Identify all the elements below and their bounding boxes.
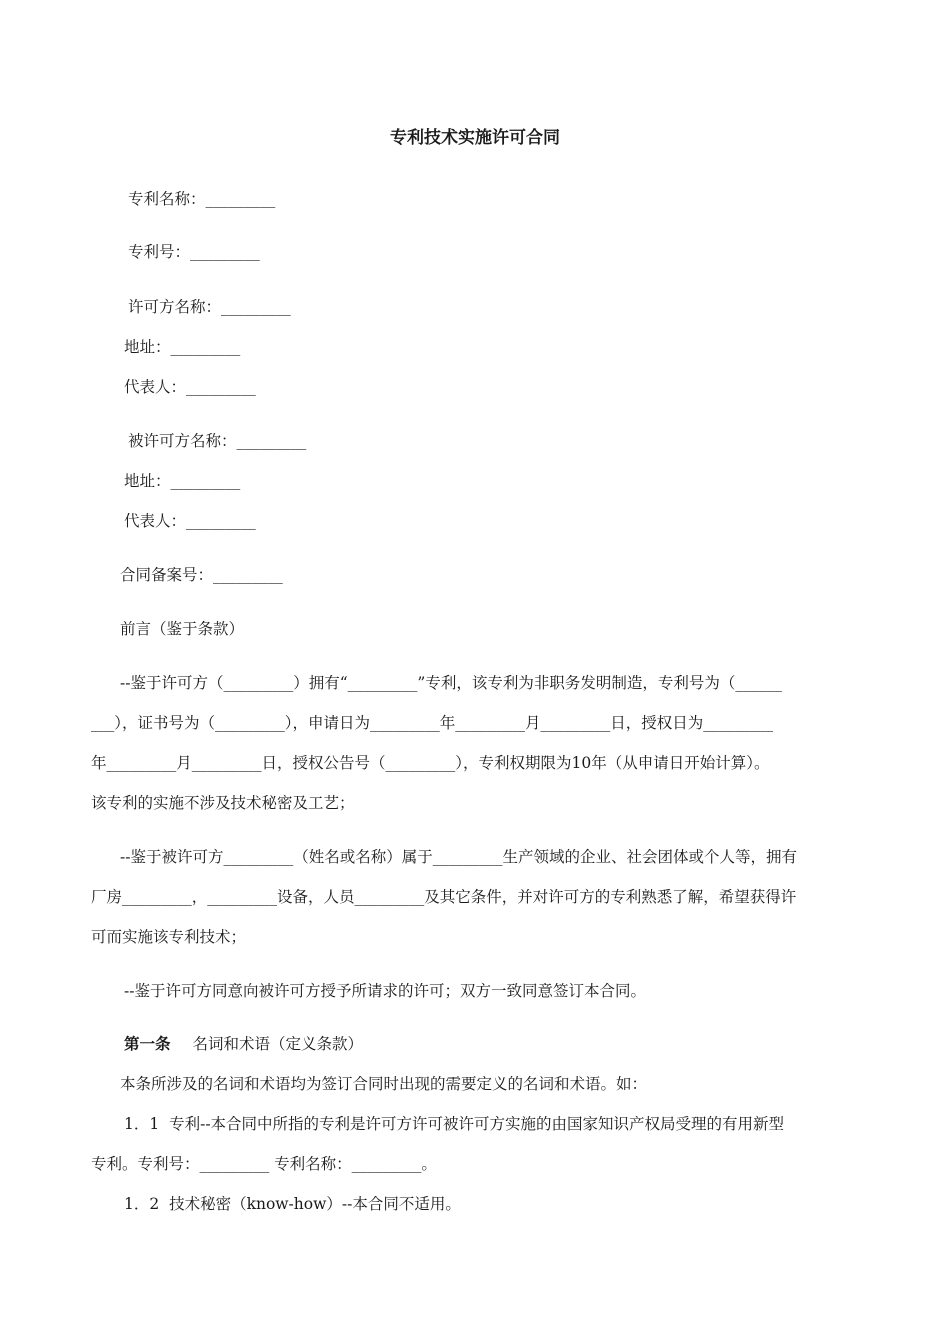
licensee-name-field: 被许可方名称：_________: [128, 432, 307, 450]
licensee-representative-field: 代表人：_________: [124, 512, 256, 530]
preamble-heading: 前言（鉴于条款）: [120, 620, 245, 638]
article-1-item-2: 1．2 技术秘密（know-how）--本合同不适用。: [124, 1195, 461, 1213]
article-1-item-1-line-2: 专利。专利号：_________ 专利名称：_________。: [91, 1155, 437, 1173]
patent-name-field: 专利名称：_________: [128, 190, 276, 208]
article-1-label: 第一条: [124, 1035, 171, 1053]
licensor-representative-field: 代表人：_________: [124, 378, 256, 396]
licensor-name-field: 许可方名称：_________: [128, 298, 291, 316]
paragraph-1-line-3: 年_________月_________日，授权公告号（_________），专利权期限为10年（从申请日开始计算）。: [91, 754, 770, 772]
patent-number-field: 专利号：_________: [128, 243, 260, 261]
paragraph-2-line-3: 可而实施该专利技术；: [91, 928, 247, 946]
paragraph-1-line-4: 该专利的实施不涉及技术秘密及工艺；: [91, 794, 355, 812]
article-1-title: 名词和术语（定义条款）: [192, 1035, 364, 1053]
article-1-heading: [124, 1034, 363, 1054]
licensee-address-field: 地址：_________: [124, 472, 241, 490]
paragraph-1-line-1: --鉴于许可方（_________）拥有“_________”专利，该专利为非职务发明制造，专利号为（______: [120, 674, 782, 692]
paragraph-1-line-2: ___），证书号为（_________），申请日为_________年_________月_________日，授权日为_________: [91, 714, 774, 732]
paragraph-2-line-1: --鉴于被许可方_________（姓名或名称）属于_________生产领域的企业、社会团体或个人等，拥有: [120, 848, 797, 866]
article-1-item-1-line-1: 1．1 专利--本合同中所指的专利是许可方许可被许可方实施的由国家知识产权局受理的有用新型: [124, 1115, 785, 1133]
paragraph-2-line-2: 厂房_________，_________设备，人员_________及其它条件，并对许可方的专利熟悉了解，希望获得许: [91, 888, 797, 906]
document-title: 专利技术实施许可合同: [390, 128, 560, 148]
licensor-address-field: 地址：_________: [124, 338, 241, 356]
contract-record-number-field: 合同备案号：_________: [120, 566, 283, 584]
article-1-intro: 本条所涉及的名词和术语均为签订合同时出现的需要定义的名词和术语。如：: [120, 1075, 648, 1093]
paragraph-3: --鉴于许可方同意向被许可方授予所请求的许可；双方一致同意签订本合同。: [124, 982, 646, 1000]
